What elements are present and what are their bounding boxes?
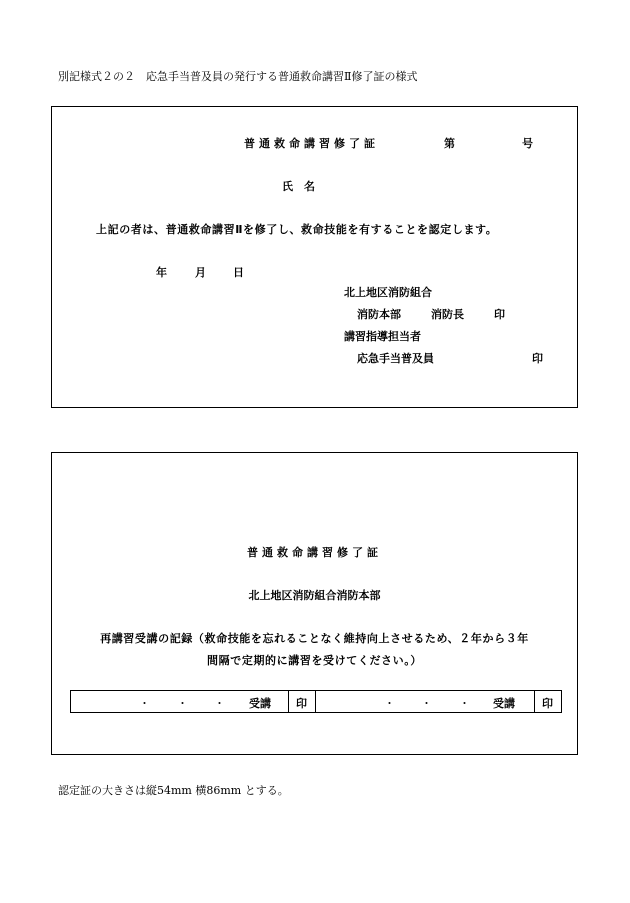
- record-text-line-1: 再講習受講の記録（救命技能を忘れることなく維持向上させるため、２年から３年: [100, 632, 529, 645]
- number-prefix: 第: [444, 137, 455, 150]
- back-issuing-org: 北上地区消防組合消防本部: [248, 589, 381, 602]
- record-2-seal: 印: [542, 697, 553, 710]
- record-1-dot-2: ・: [177, 697, 188, 710]
- record-2-dot-3: ・: [459, 697, 470, 710]
- chief-seal: 印: [494, 308, 505, 321]
- record-seal-1: [289, 691, 316, 712]
- certificate-back: [51, 452, 578, 755]
- record-seal-2: [535, 691, 561, 712]
- back-title: 普通救命講習修了証: [247, 546, 382, 559]
- name-label: 氏 名: [282, 180, 315, 193]
- instructor-role: 応急手当普及員: [357, 352, 434, 365]
- instructor-heading: 講習指導担当者: [344, 330, 421, 343]
- certification-statement: 上記の者は、普通救命講習Ⅱを修了し、救命技能を有することを認定します。: [96, 223, 498, 236]
- date-year: 年: [156, 266, 167, 279]
- chief-title: 消防長: [431, 308, 464, 321]
- issuing-dept: 消防本部: [357, 308, 401, 321]
- record-1-dot-3: ・: [214, 697, 225, 710]
- header-note: 別記様式２の２ 応急手当普及員の発行する普通救命講習Ⅱ修了証の様式: [58, 70, 418, 83]
- date-month: 月: [195, 266, 206, 279]
- record-entry-1: [71, 691, 289, 712]
- certificate-front: [51, 106, 578, 408]
- record-2-dot-1: ・: [384, 697, 395, 710]
- footer-note: 認定証の大きさは縦54mm 横86mm とする。: [58, 784, 289, 797]
- record-2-dot-2: ・: [421, 697, 432, 710]
- instructor-seal: 印: [532, 352, 543, 365]
- front-title: 普通救命講習修了証: [244, 137, 379, 150]
- number-suffix: 号: [522, 137, 533, 150]
- record-1-seal: 印: [296, 697, 307, 710]
- record-1-dot-1: ・: [139, 697, 150, 710]
- date-day: 日: [233, 266, 244, 279]
- record-table: [70, 690, 562, 713]
- record-entry-2: [316, 691, 535, 712]
- issuing-org: 北上地区消防組合: [344, 286, 432, 299]
- record-text-line-2: 間隔で定期的に講習を受けてください。）: [207, 654, 422, 667]
- record-1-attended: 受講: [249, 697, 271, 710]
- record-2-attended: 受講: [493, 697, 515, 710]
